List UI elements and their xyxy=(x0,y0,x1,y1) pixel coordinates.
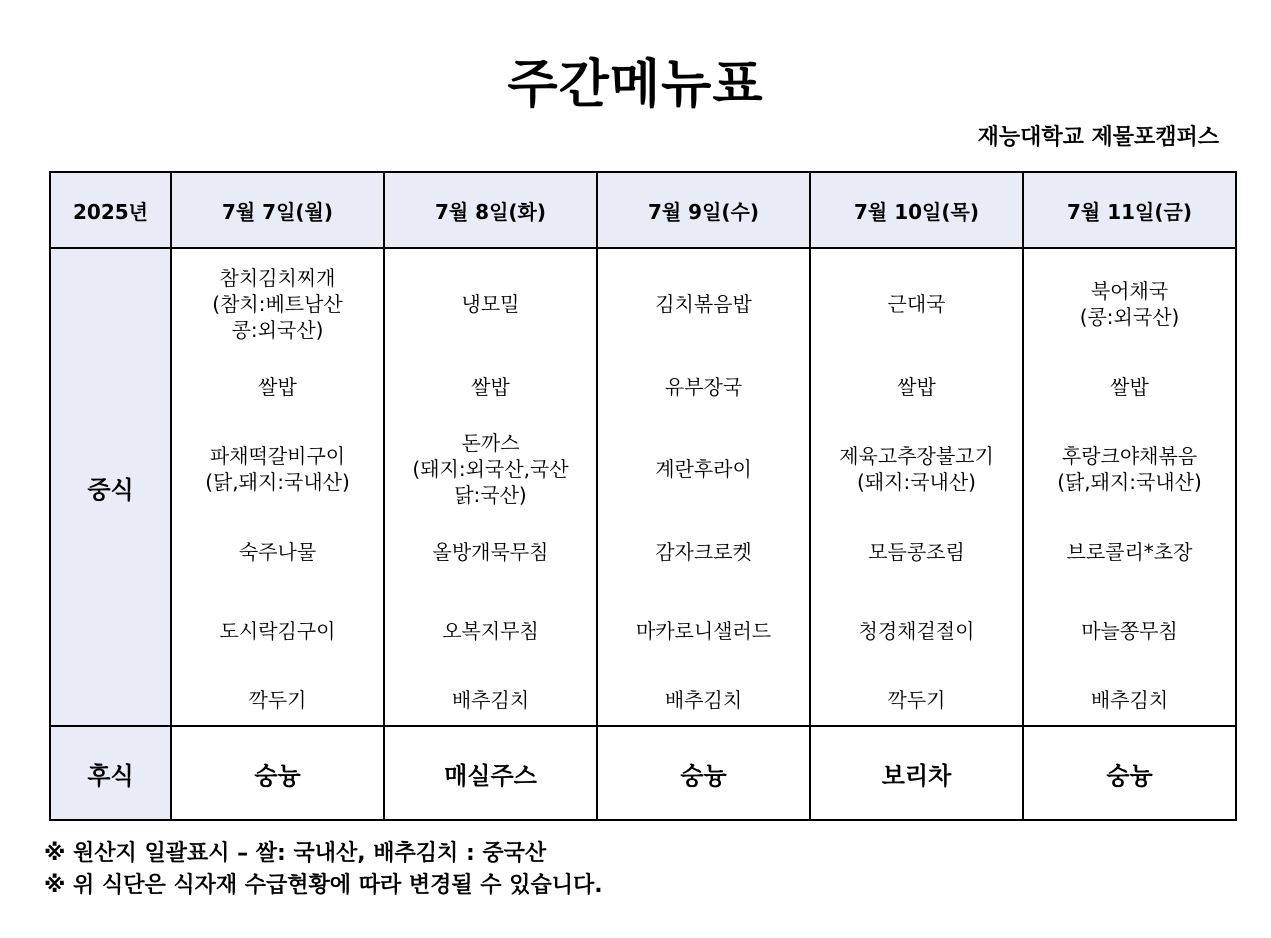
dish-list xyxy=(598,249,809,725)
weekly-menu-table xyxy=(49,171,1237,821)
dish-item: 유부장국 xyxy=(664,375,743,399)
lunch-cell-wed xyxy=(597,248,810,726)
dish-item: 쌀밥 xyxy=(1110,375,1149,399)
dish-item: 마늘쫑무침 xyxy=(1081,619,1178,643)
dish-item: 깍두기 xyxy=(887,688,946,712)
day-header-mon: 7월 7일(월) xyxy=(171,172,384,248)
dish-item: 브로콜리*초장 xyxy=(1066,540,1193,564)
dish-list xyxy=(172,249,383,725)
dish-item: 김치볶음밥 xyxy=(655,292,752,316)
footnotes xyxy=(44,838,603,902)
dish-item: 쌀밥 xyxy=(258,375,297,399)
school-name: 재능대학교 제물포캠퍼스 xyxy=(977,125,1219,150)
lunch-label: 중식 xyxy=(50,248,171,726)
dish-list xyxy=(811,249,1022,725)
dish-item: 파채떡갈비구이 (닭,돼지:국내산) xyxy=(205,444,350,494)
dish-item: 오복지무침 xyxy=(442,619,539,643)
dessert-row xyxy=(50,726,1236,820)
day-header-thu: 7월 10일(목) xyxy=(810,172,1023,248)
dish-item: 깍두기 xyxy=(248,688,307,712)
dish-item: 돈까스 (돼지:외국산,국산 닭:국산) xyxy=(412,431,569,507)
dessert-cell-tue: 매실주스 xyxy=(384,726,597,820)
dish-list xyxy=(385,249,596,725)
dish-item: 감자크로켓 xyxy=(655,540,752,564)
origin-note: ※ 원산지 일괄표시 – 쌀: 국내산, 배추김치 : 중국산 xyxy=(44,841,547,866)
dish-item: 배추김치 xyxy=(451,688,530,712)
dessert-label: 후식 xyxy=(50,726,171,820)
dish-item: 제육고추장불고기 (돼지:국내산) xyxy=(839,444,994,494)
dish-item: 근대국 xyxy=(887,292,946,316)
dessert-cell-fri: 숭늉 xyxy=(1023,726,1236,820)
dish-item: 모듬콩조림 xyxy=(868,540,965,564)
dish-item: 배추김치 xyxy=(1090,688,1169,712)
dish-item: 후랑크야채볶음 (닭,돼지:국내산) xyxy=(1057,444,1202,494)
dish-item: 청경채겉절이 xyxy=(858,619,975,643)
dessert-cell-mon: 숭늉 xyxy=(171,726,384,820)
day-header-tue: 7월 8일(화) xyxy=(384,172,597,248)
lunch-cell-mon xyxy=(171,248,384,726)
year-header: 2025년 xyxy=(50,172,171,248)
dish-item: 참치김치찌개 (참치:베트남산 콩:외국산) xyxy=(212,266,343,342)
dish-item: 냉모밀 xyxy=(461,292,520,316)
lunch-row xyxy=(50,248,1236,726)
dessert-cell-wed: 숭늉 xyxy=(597,726,810,820)
dish-item: 쌀밥 xyxy=(897,375,936,399)
lunch-cell-fri xyxy=(1023,248,1236,726)
dish-item: 숙주나물 xyxy=(238,540,317,564)
lunch-cell-tue xyxy=(384,248,597,726)
dish-item: 배추김치 xyxy=(664,688,743,712)
change-note: ※ 위 식단은 식자재 수급현황에 따라 변경될 수 있습니다. xyxy=(44,873,603,898)
header-row xyxy=(50,172,1236,248)
day-header-fri: 7월 11일(금) xyxy=(1023,172,1236,248)
dish-list xyxy=(1024,249,1235,725)
dish-item: 계란후라이 xyxy=(655,457,752,481)
dish-item: 올방개묵무침 xyxy=(432,540,549,564)
day-header-wed: 7월 9일(수) xyxy=(597,172,810,248)
page-title: 주간메뉴표 xyxy=(507,55,764,115)
dish-item: 도시락김구이 xyxy=(219,619,336,643)
dessert-cell-thu: 보리차 xyxy=(810,726,1023,820)
dish-item: 마카로니샐러드 xyxy=(635,619,772,643)
lunch-cell-thu xyxy=(810,248,1023,726)
dish-item: 북어채국 (콩:외국산) xyxy=(1079,279,1180,329)
dish-item: 쌀밥 xyxy=(471,375,510,399)
